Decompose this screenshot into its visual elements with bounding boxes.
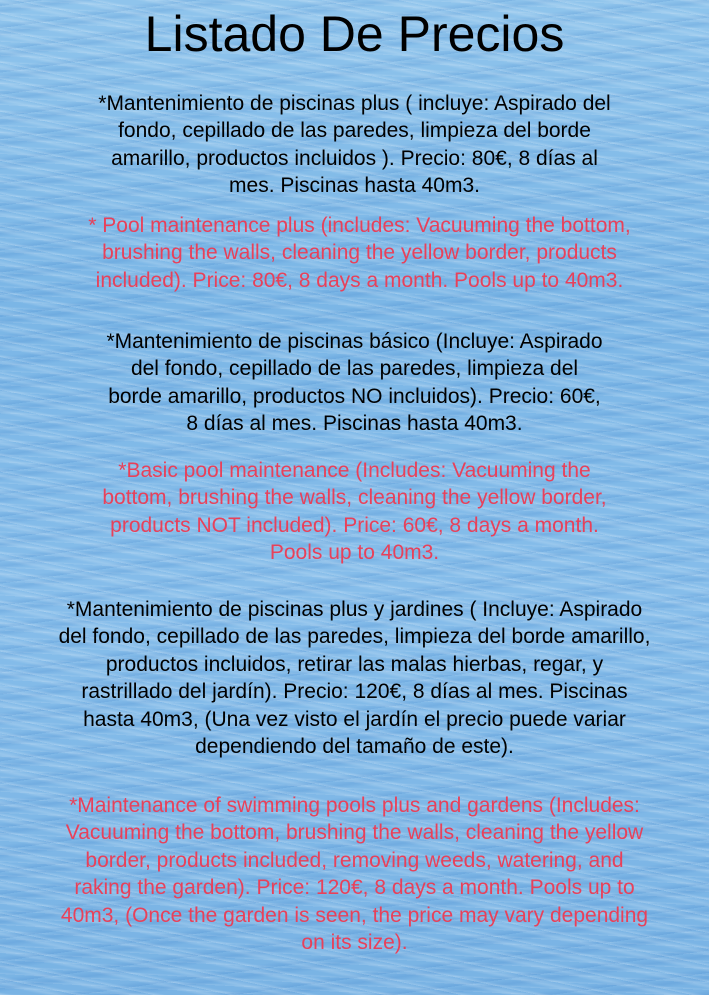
- plan-plus-english: * Pool maintenance plus (includes: Vacuuming the bottom, brushing the walls, cleaning the yellow border, products included). Price: 80€, 8 days a month. Pools up to 40m3.: [88, 214, 631, 292]
- page-title: Listado De Precios: [144, 6, 565, 62]
- plan-basic-spanish: *Mantenimiento de piscinas básico (Incluye: Aspirado del fondo, cepillado de las paredes, limpieza del borde amarillo, productos NO incluidos). Precio: 60€, 8 días al mes. Piscinas hasta 40m3.: [106, 330, 603, 436]
- plan-plus-spanish: *Mantenimiento de piscinas plus ( incluye: Aspirado del fondo, cepillado de las paredes, limpieza del borde amarillo, productos incluidos ). Precio: 80€, 8 días al mes. Piscinas hasta 40m3.: [98, 92, 611, 198]
- plan-basic-english: *Basic pool maintenance (Includes: Vacuuming the bottom, brushing the walls, cleaning the yellow border, products NOT included). Price: 60€, 8 days a month. Pools up to 40m3.: [102, 459, 607, 565]
- plan-plus-gardens-spanish: *Mantenimiento de piscinas plus y jardines ( Incluye: Aspirado del fondo, cepillado de las paredes, limpieza del borde amarillo, productos incluidos, retirar las malas hierbas, regar, y rastrillado del jardín). Precio: 120€, 8 días al mes. Piscinas hasta 40m3, (Una vez visto el jardín el precio puede variar dependiendo del tamaño de este).: [58, 598, 651, 759]
- plan-plus-gardens-english: *Maintenance of swimming pools plus and gardens (Includes: Vacuuming the bottom, brushing the walls, cleaning the yellow border, products included, removing weeds, watering, and raking the garden). Price: 120€, 8 days a month. Pools up to 40m3, (Once the garden is seen, the price may vary depending on its size).: [60, 794, 649, 955]
